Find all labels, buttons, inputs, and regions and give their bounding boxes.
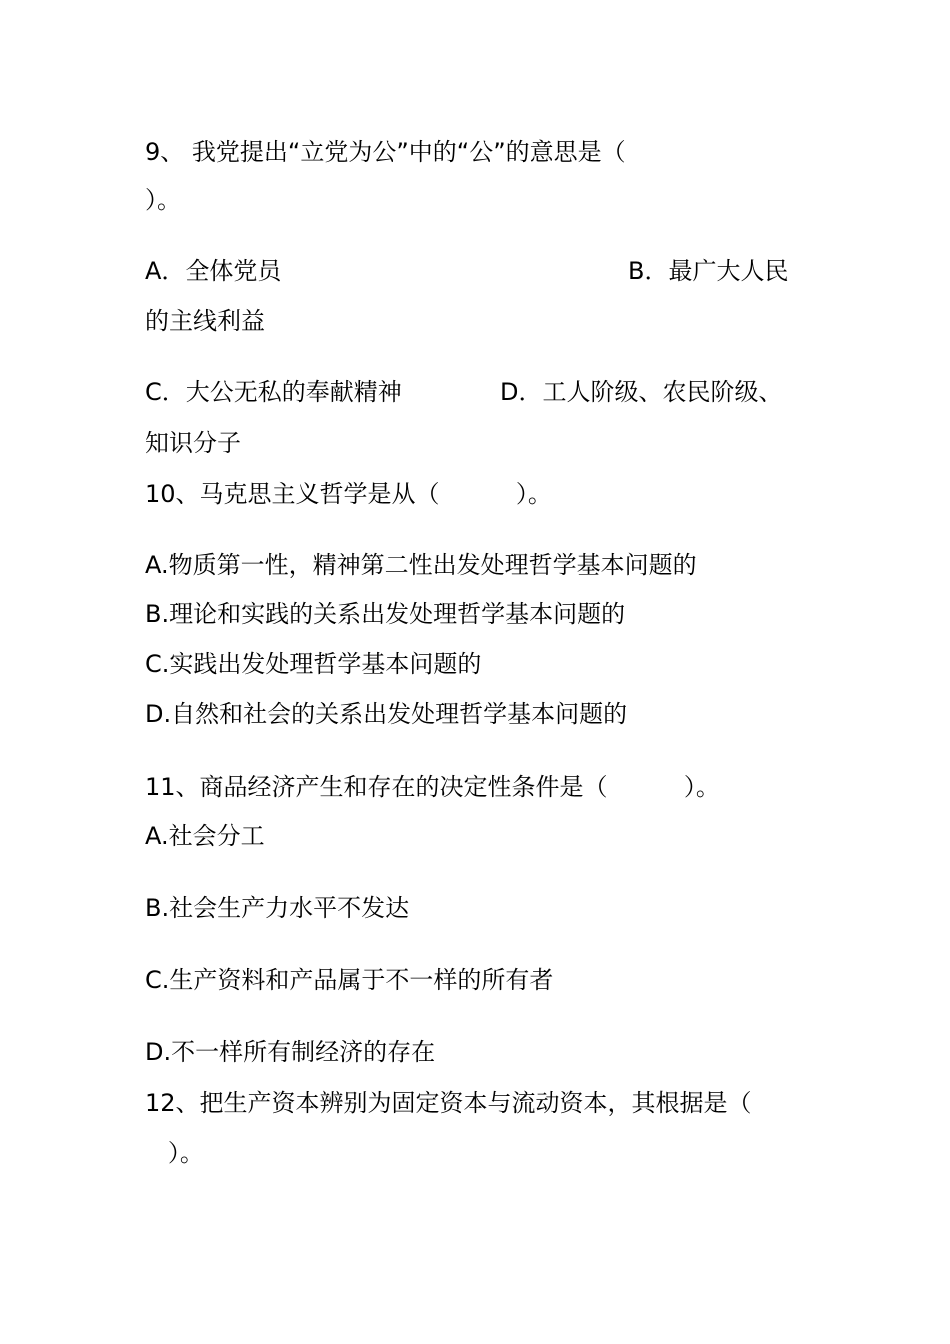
q11-option-c: C.生产资料和产品属于不一样的所有者: [145, 966, 554, 994]
q10-stem: 10、马克思主义哲学是从（ ）。: [145, 480, 552, 508]
q9-option-d-continued: 知识分子: [145, 429, 241, 457]
q11-option-d: D.不一样所有制经济的存在: [145, 1038, 436, 1066]
q10-option-a: A.物质第一性，精神第二性出发处理哲学基本问题的: [145, 551, 697, 579]
q12-stem-line2: ）。: [145, 1139, 204, 1167]
q9-option-b-continued: 的主线利益: [145, 307, 265, 335]
q9-stem-line1: 9、 我党提出“立党为公”中的“公”的意思是（: [145, 138, 626, 166]
q9-option-a: A．全体党员: [145, 257, 282, 285]
q11-option-b: B.社会生产力水平不发达: [145, 894, 410, 922]
q9-option-b: B．最广大人民: [628, 257, 789, 285]
q9-stem-line2: ）。: [145, 186, 181, 214]
q11-option-a: A.社会分工: [145, 822, 265, 850]
q10-option-b: B.理论和实践的关系出发处理哲学基本问题的: [145, 600, 626, 628]
q9-option-d: D．工人阶级、农民阶级、: [500, 378, 783, 406]
q12-stem-line1: 12、把生产资本辨别为固定资本与流动资本，其根据是（: [145, 1089, 752, 1117]
q11-stem: 11、商品经济产生和存在的决定性条件是（ ）。: [145, 773, 720, 801]
q10-option-d: D.自然和社会的关系出发处理哲学基本问题的: [145, 700, 628, 728]
q10-option-c: C.实践出发处理哲学基本问题的: [145, 650, 482, 678]
q9-option-c: C．大公无私的奉献精神: [145, 378, 402, 406]
